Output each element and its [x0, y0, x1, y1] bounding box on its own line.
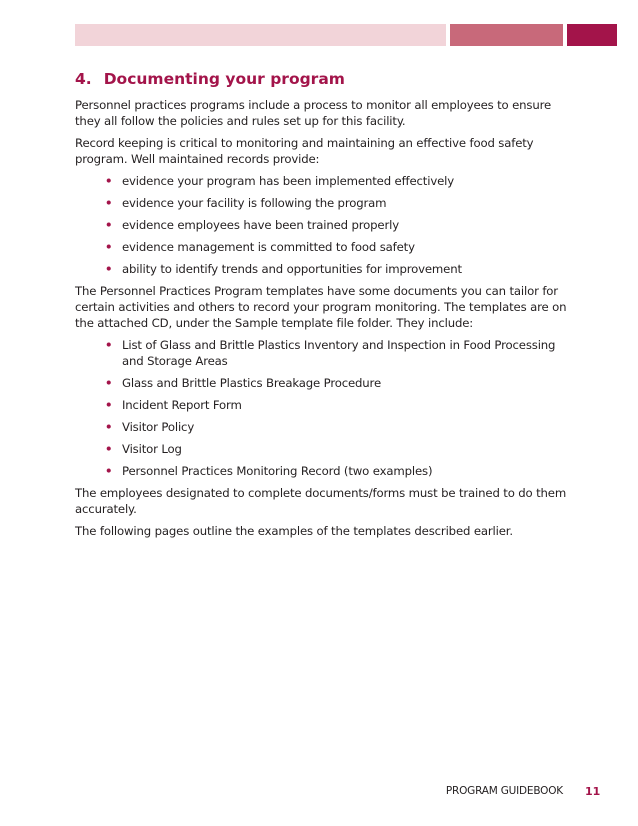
- bullet-icon: •: [105, 218, 113, 232]
- bullet-icon: •: [105, 262, 113, 276]
- list-item: • Visitor Policy: [105, 420, 195, 434]
- templates-list: [75, 337, 570, 479]
- bullet-icon: •: [105, 420, 113, 434]
- records-list: [75, 173, 570, 277]
- list-item: • List of Glass and Brittle Plastics Inventory and Inspection in Food Processing and Storage Areas: [105, 338, 556, 368]
- section-title: Documenting your program: [103, 70, 345, 88]
- following-paragraph: The following pages outline the examples of the templates described earlier.: [75, 524, 513, 538]
- bullet-icon: •: [105, 240, 113, 254]
- list-item: • evidence your facility is following the program: [105, 196, 387, 210]
- section-heading: [75, 70, 345, 88]
- header-bar-dark: [567, 24, 617, 46]
- records-paragraph: Record keeping is critical to monitoring and maintaining an effective food safety program. Well maintained records provide:: [75, 136, 534, 166]
- intro-paragraph: Personnel practices programs include a process to monitor all employees to ensure they all follow the policies and rules set up for this facility.: [75, 98, 552, 128]
- header-bar-mid: [450, 24, 563, 46]
- section-number: 4.: [75, 70, 92, 88]
- list-item: • Incident Report Form: [105, 398, 242, 412]
- training-paragraph: The employees designated to complete documents/forms must be trained to do them accurately.: [75, 486, 567, 516]
- list-item: • Glass and Brittle Plastics Breakage Procedure: [105, 376, 381, 390]
- list-item: • Personnel Practices Monitoring Record (two examples): [105, 464, 433, 478]
- bullet-icon: •: [105, 376, 113, 390]
- bullet-icon: •: [105, 442, 113, 456]
- page-number: 11: [585, 785, 601, 798]
- bullet-icon: •: [105, 338, 113, 352]
- bullet-icon: •: [105, 196, 113, 210]
- bullet-icon: •: [105, 464, 113, 478]
- list-item: • evidence your program has been implemented effectively: [105, 174, 455, 188]
- list-item: • ability to identify trends and opportunities for improvement: [105, 262, 462, 276]
- footer-label: PROGRAM GUIDEBOOK: [445, 785, 563, 797]
- list-item: • evidence employees have been trained properly: [105, 218, 399, 232]
- body-content: [75, 97, 570, 545]
- page-footer: [0, 785, 638, 801]
- header-bar-light: [75, 24, 446, 46]
- templates-paragraph: The Personnel Practices Program templates have some documents you can tailor for certain activities and others to record your program monitoring. The templates are on the attached CD, under the Sample template file folder. They include:: [75, 284, 567, 330]
- bullet-icon: •: [105, 398, 113, 412]
- list-item: • Visitor Log: [105, 442, 182, 456]
- list-item: • evidence management is committed to food safety: [105, 240, 415, 254]
- bullet-icon: •: [105, 174, 113, 188]
